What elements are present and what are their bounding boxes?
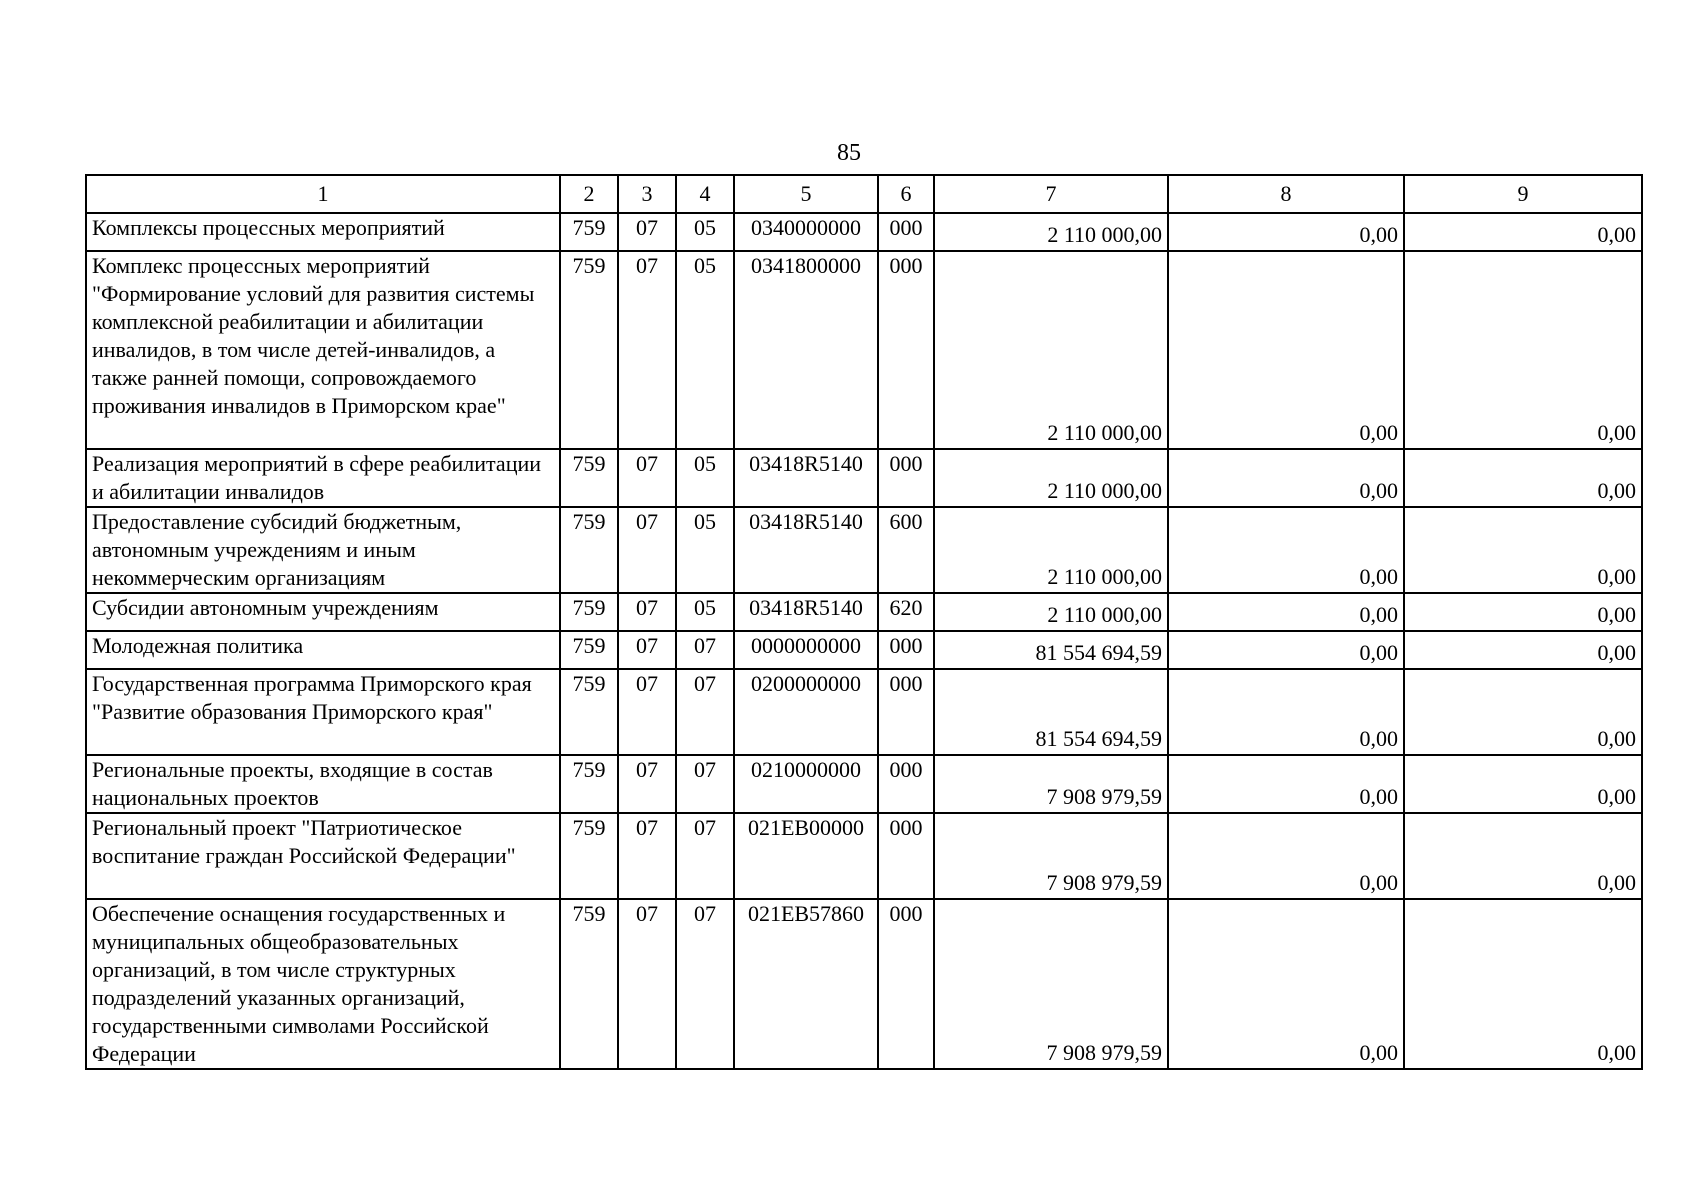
- row-amount-7: 7 908 979,59: [934, 813, 1168, 899]
- row-amount-9: 0,00: [1404, 669, 1642, 755]
- table-row: [86, 251, 1642, 449]
- row-amount-7: 7 908 979,59: [934, 755, 1168, 813]
- row-amount-8: 0,00: [1168, 899, 1404, 1069]
- row-amount-7: 81 554 694,59: [934, 669, 1168, 755]
- row-code-6: 000: [878, 899, 934, 1069]
- table-row: [86, 899, 1642, 1069]
- row-code-6: 000: [878, 755, 934, 813]
- row-code-3: 07: [618, 755, 676, 813]
- row-code-4: 05: [676, 449, 734, 507]
- table-row: [86, 449, 1642, 507]
- row-amount-7: 2 110 000,00: [934, 449, 1168, 507]
- row-code-3: 07: [618, 449, 676, 507]
- row-amount-8: 0,00: [1168, 251, 1404, 449]
- column-header: 4: [676, 175, 734, 213]
- row-amount-9: 0,00: [1404, 449, 1642, 507]
- table-row: [86, 631, 1642, 669]
- row-code-2: 759: [560, 813, 618, 899]
- row-amount-8: 0,00: [1168, 507, 1404, 593]
- table-row: [86, 213, 1642, 251]
- row-code-5: 03418R5140: [734, 449, 878, 507]
- table-row: [86, 755, 1642, 813]
- row-amount-7: 2 110 000,00: [934, 251, 1168, 449]
- column-header: 6: [878, 175, 934, 213]
- row-name: Предоставление субсидий бюджетным, автономным учреждениям и иным некоммерческим организациям: [86, 507, 560, 593]
- row-code-4: 07: [676, 813, 734, 899]
- row-name: Молодежная политика: [86, 631, 560, 669]
- row-code-2: 759: [560, 449, 618, 507]
- row-code-4: 05: [676, 507, 734, 593]
- row-code-3: 07: [618, 593, 676, 631]
- row-amount-9: 0,00: [1404, 813, 1642, 899]
- row-code-6: 000: [878, 251, 934, 449]
- row-name: Обеспечение оснащения государственных и муниципальных общеобразовательных организаций, в том числе структурных подразделений указанных организаций, государственными символами Российской Федерации: [86, 899, 560, 1069]
- row-code-6: 000: [878, 669, 934, 755]
- row-amount-7: 7 908 979,59: [934, 899, 1168, 1069]
- row-code-2: 759: [560, 251, 618, 449]
- page-number: 85: [837, 140, 861, 166]
- row-code-5: 021EB57860: [734, 899, 878, 1069]
- row-code-2: 759: [560, 213, 618, 251]
- row-amount-9: 0,00: [1404, 899, 1642, 1069]
- column-header: 3: [618, 175, 676, 213]
- row-code-2: 759: [560, 669, 618, 755]
- row-code-4: 05: [676, 213, 734, 251]
- row-code-5: 03418R5140: [734, 507, 878, 593]
- row-code-3: 07: [618, 669, 676, 755]
- row-code-5: 0341800000: [734, 251, 878, 449]
- column-header: 5: [734, 175, 878, 213]
- row-amount-7: 2 110 000,00: [934, 213, 1168, 251]
- row-code-5: 03418R5140: [734, 593, 878, 631]
- row-amount-8: 0,00: [1168, 593, 1404, 631]
- row-code-2: 759: [560, 593, 618, 631]
- row-code-2: 759: [560, 899, 618, 1069]
- row-amount-8: 0,00: [1168, 813, 1404, 899]
- column-header: 2: [560, 175, 618, 213]
- row-amount-8: 0,00: [1168, 213, 1404, 251]
- row-code-5: 021EB00000: [734, 813, 878, 899]
- row-code-2: 759: [560, 507, 618, 593]
- table-row: [86, 813, 1642, 899]
- row-code-6: 000: [878, 213, 934, 251]
- row-amount-9: 0,00: [1404, 631, 1642, 669]
- row-amount-7: 2 110 000,00: [934, 507, 1168, 593]
- row-code-2: 759: [560, 755, 618, 813]
- row-code-5: 0210000000: [734, 755, 878, 813]
- row-amount-9: 0,00: [1404, 755, 1642, 813]
- table-row: [86, 669, 1642, 755]
- row-name: Субсидии автономным учреждениям: [86, 593, 560, 631]
- table-row: [86, 507, 1642, 593]
- row-amount-8: 0,00: [1168, 631, 1404, 669]
- budget-table: [85, 174, 1643, 1070]
- row-code-3: 07: [618, 251, 676, 449]
- row-code-6: 600: [878, 507, 934, 593]
- row-code-3: 07: [618, 507, 676, 593]
- row-amount-9: 0,00: [1404, 507, 1642, 593]
- row-code-6: 620: [878, 593, 934, 631]
- row-code-4: 05: [676, 593, 734, 631]
- row-code-5: 0340000000: [734, 213, 878, 251]
- row-code-4: 07: [676, 755, 734, 813]
- row-code-4: 07: [676, 669, 734, 755]
- row-code-3: 07: [618, 899, 676, 1069]
- row-amount-8: 0,00: [1168, 669, 1404, 755]
- row-amount-7: 2 110 000,00: [934, 593, 1168, 631]
- row-code-6: 000: [878, 631, 934, 669]
- row-amount-9: 0,00: [1404, 213, 1642, 251]
- table-row: [86, 593, 1642, 631]
- row-code-5: 0000000000: [734, 631, 878, 669]
- row-code-6: 000: [878, 813, 934, 899]
- row-code-4: 07: [676, 899, 734, 1069]
- row-amount-8: 0,00: [1168, 449, 1404, 507]
- row-name: Комплекс процессных мероприятий "Формирование условий для развития системы комплексной реабилитации и абилитации инвалидов, в том числе детей-инвалидов, а также ранней помощи, сопровождаемого проживания инвалидов в Приморском крае": [86, 251, 560, 449]
- row-name: Комплексы процессных мероприятий: [86, 213, 560, 251]
- row-name: Реализация мероприятий в сфере реабилитации и абилитации инвалидов: [86, 449, 560, 507]
- row-name: Государственная программа Приморского края "Развитие образования Приморского края": [86, 669, 560, 755]
- row-amount-9: 0,00: [1404, 593, 1642, 631]
- column-header: 8: [1168, 175, 1404, 213]
- row-name: Региональный проект "Патриотическое воспитание граждан Российской Федерации": [86, 813, 560, 899]
- column-header: 9: [1404, 175, 1642, 213]
- row-name: Региональные проекты, входящие в состав национальных проектов: [86, 755, 560, 813]
- row-amount-8: 0,00: [1168, 755, 1404, 813]
- row-code-3: 07: [618, 813, 676, 899]
- row-code-3: 07: [618, 213, 676, 251]
- row-amount-7: 81 554 694,59: [934, 631, 1168, 669]
- table-header-row: [86, 175, 1642, 213]
- row-amount-9: 0,00: [1404, 251, 1642, 449]
- row-code-4: 05: [676, 251, 734, 449]
- column-header: 1: [86, 175, 560, 213]
- row-code-6: 000: [878, 449, 934, 507]
- row-code-2: 759: [560, 631, 618, 669]
- row-code-5: 0200000000: [734, 669, 878, 755]
- row-code-3: 07: [618, 631, 676, 669]
- column-header: 7: [934, 175, 1168, 213]
- row-code-4: 07: [676, 631, 734, 669]
